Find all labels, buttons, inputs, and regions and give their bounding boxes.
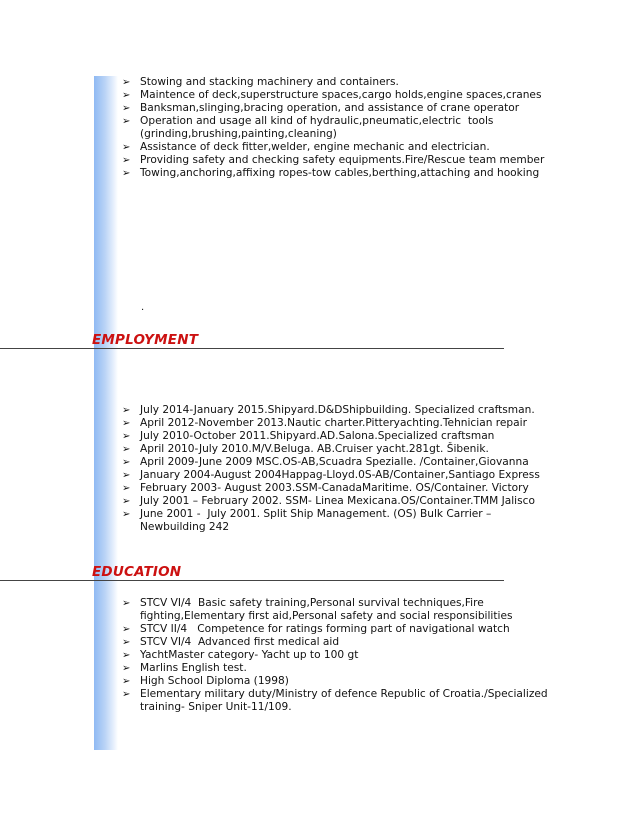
arrow-bullet-icon: ➢	[122, 418, 131, 429]
arrow-bullet-icon: ➢	[122, 90, 131, 101]
education-heading: EDUCATION	[92, 564, 182, 580]
employment-heading: EMPLOYMENT	[92, 332, 199, 348]
arrow-bullet-icon: ➢	[122, 509, 131, 520]
side-accent-bar	[94, 76, 118, 750]
skills-list	[122, 76, 552, 180]
list-item: ➢ April 2009-June 2009 MSC.OS-AB,Scuadra Spezialle. /Container,Giovanna	[122, 456, 529, 468]
arrow-bullet-icon: ➢	[122, 444, 131, 455]
employment-list	[122, 404, 552, 534]
list-item: ➢ High School Diploma (1998)	[122, 675, 289, 687]
list-item: ➢ Maintence of deck,superstructure spaces,cargo holds,engine spaces,cranes	[122, 89, 542, 101]
arrow-bullet-icon: ➢	[122, 650, 131, 661]
arrow-bullet-icon: ➢	[122, 496, 131, 507]
list-item: ➢ July 2010-October 2011.Shipyard.AD.Salona.Specialized craftsman	[122, 430, 495, 442]
list-item: ➢ Operation and usage all kind of hydraulic,pneumatic,electric tools (grinding,brushing,painting,cleaning)	[122, 115, 494, 140]
list-item: ➢ Elementary military duty/Ministry of defence Republic of Croatia./Specialized training- Sniper Unit-11/109.	[122, 688, 548, 713]
employment-divider	[0, 348, 504, 349]
list-item: ➢ Banksman,slinging,bracing operation, and assistance of crane operator	[122, 102, 520, 114]
list-item: ➢ STCV II/4 Competence for ratings forming part of navigational watch	[122, 623, 510, 635]
arrow-bullet-icon: ➢	[122, 103, 131, 114]
education-list	[122, 597, 552, 714]
list-item: ➢ April 2010-July 2010.M/V.Beluga. AB.Cruiser yacht.281gt. Šibenik.	[122, 443, 489, 455]
list-item: ➢ July 2014-January 2015.Shipyard.D&DShipbuilding. Specialized craftsman.	[122, 404, 535, 416]
list-item: ➢ February 2003- August 2003.SSM-CanadaMaritime. OS/Container. Victory	[122, 482, 529, 494]
list-item: ➢ YachtMaster category- Yacht up to 100 gt	[122, 649, 359, 661]
arrow-bullet-icon: ➢	[122, 431, 131, 442]
arrow-bullet-icon: ➢	[122, 155, 131, 166]
list-item: ➢ April 2012-November 2013.Nautic charter.Pitteryachting.Tehnician repair	[122, 417, 527, 429]
arrow-bullet-icon: ➢	[122, 77, 131, 88]
list-item: ➢ Towing,anchoring,affixing ropes-tow cables,berthing,attaching and hooking	[122, 167, 540, 179]
arrow-bullet-icon: ➢	[122, 624, 131, 635]
arrow-bullet-icon: ➢	[122, 142, 131, 153]
arrow-bullet-icon: ➢	[122, 405, 131, 416]
list-item: ➢ January 2004-August 2004Happag-Lloyd.0S-AB/Container,Santiago Express	[122, 469, 540, 481]
arrow-bullet-icon: ➢	[122, 598, 131, 609]
list-item: ➢ Assistance of deck fitter,welder, engine mechanic and electrician.	[122, 141, 490, 153]
arrow-bullet-icon: ➢	[122, 116, 131, 127]
list-item: ➢ July 2001 – February 2002. SSM- Linea Mexicana.OS/Container.TMM Jalisco	[122, 495, 535, 507]
list-item: ➢ STCV VI/4 Advanced first medical aid	[122, 636, 340, 648]
list-item: ➢ June 2001 - July 2001. Split Ship Management. (OS) Bulk Carrier – Newbuilding 242	[122, 508, 492, 533]
list-item: ➢ Stowing and stacking machinery and containers.	[122, 76, 399, 88]
arrow-bullet-icon: ➢	[122, 483, 131, 494]
list-item: ➢ Marlins English test.	[122, 662, 247, 674]
arrow-bullet-icon: ➢	[122, 676, 131, 687]
arrow-bullet-icon: ➢	[122, 689, 131, 700]
list-item: ➢ Providing safety and checking safety equipments.Fire/Rescue team member	[122, 154, 545, 166]
arrow-bullet-icon: ➢	[122, 663, 131, 674]
education-divider	[0, 580, 504, 581]
arrow-bullet-icon: ➢	[122, 637, 131, 648]
arrow-bullet-icon: ➢	[122, 168, 131, 179]
list-item: ➢ STCV VI/4 Basic safety training,Personal survival techniques,Fire fighting,Elementary first aid,Personal safety and social responsibilities	[122, 597, 513, 622]
stray-dot: .	[141, 302, 145, 313]
arrow-bullet-icon: ➢	[122, 457, 131, 468]
arrow-bullet-icon: ➢	[122, 470, 131, 481]
